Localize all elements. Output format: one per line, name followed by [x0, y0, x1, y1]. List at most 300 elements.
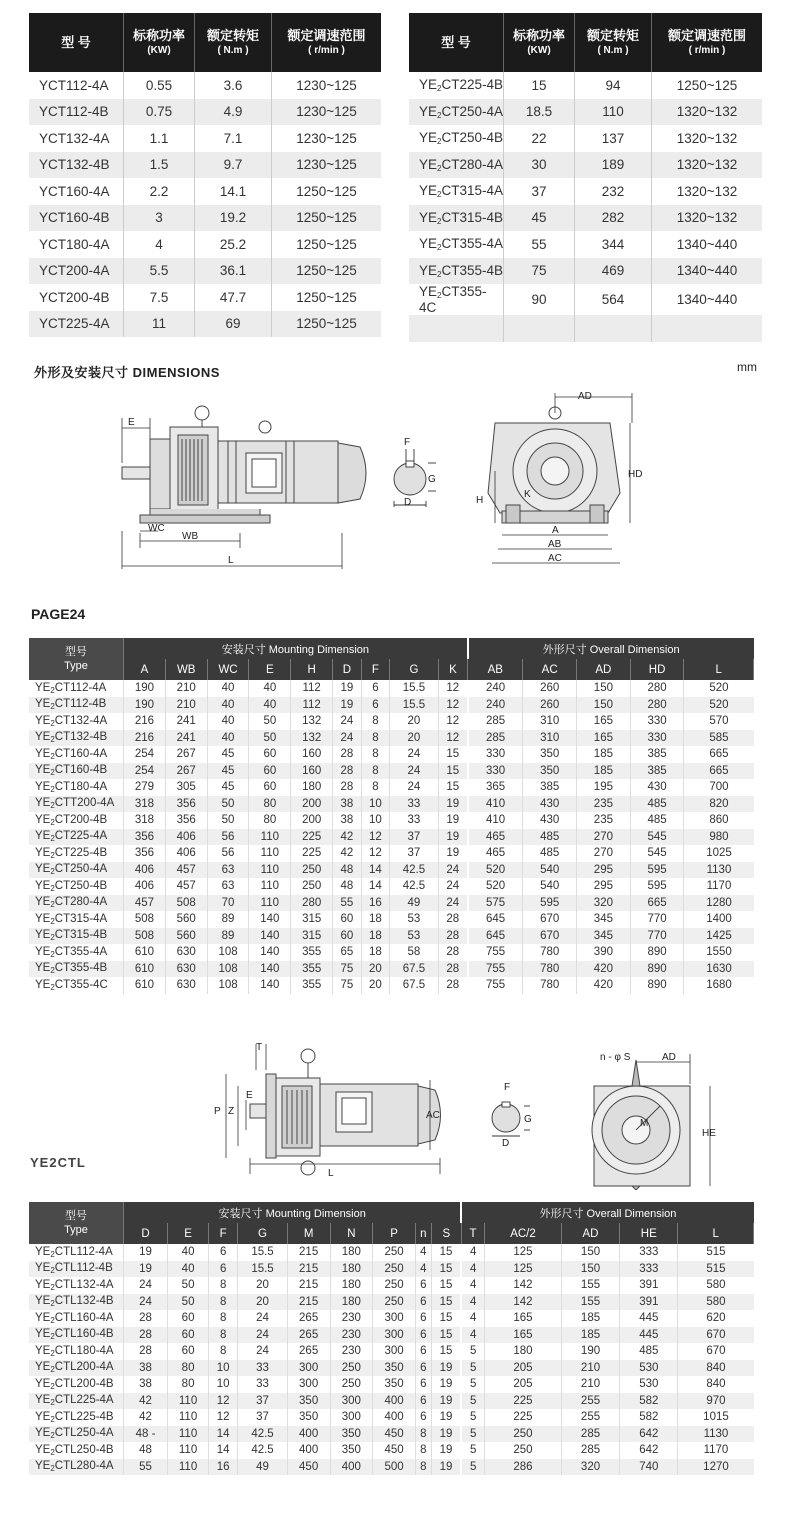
model-prefix: YE	[419, 130, 438, 146]
value-cell: 670	[678, 1327, 754, 1344]
value-cell: 80	[249, 812, 291, 829]
value-cell: 755	[468, 961, 523, 978]
value-cell: 457	[124, 895, 166, 912]
value-cell: 15	[504, 72, 575, 99]
label-e: E	[128, 417, 135, 428]
value-cell: 1.5	[124, 152, 195, 179]
value-cell: 37	[238, 1409, 288, 1426]
model-prefix: YE	[35, 747, 51, 760]
value-cell: 1320~132	[652, 99, 763, 126]
value-cell: 385	[630, 746, 684, 763]
model-cell	[29, 713, 124, 730]
value-cell: 286	[485, 1459, 562, 1476]
value-cell: 485	[630, 796, 684, 813]
value-cell: 250	[291, 878, 333, 895]
model-prefix-sub: 2	[50, 768, 55, 778]
column-header: G	[390, 659, 438, 680]
value-cell: 110	[249, 895, 291, 912]
series-label: YE2CTL	[30, 1155, 86, 1170]
model-cell	[409, 205, 504, 232]
value-cell: 132	[291, 730, 333, 747]
model-prefix: YE	[35, 830, 51, 843]
value-cell: 155	[561, 1277, 619, 1294]
value-cell: 230	[330, 1310, 373, 1327]
table-row	[29, 1327, 754, 1344]
value-cell: 780	[523, 977, 577, 994]
value-cell: 300	[373, 1343, 416, 1360]
model-prefix: YE	[35, 945, 51, 958]
table-row	[29, 697, 754, 714]
model-prefix-sub: 2	[50, 850, 55, 860]
value-cell: 55	[504, 231, 575, 258]
value-cell: 19	[431, 1393, 461, 1410]
value-cell: 142	[485, 1294, 562, 1311]
model-cell	[29, 1409, 124, 1426]
value-cell: 190	[124, 680, 166, 697]
value-cell: 530	[620, 1360, 678, 1377]
value-cell: 14	[361, 878, 390, 895]
value-cell: 225	[291, 829, 333, 846]
value-cell: 595	[630, 878, 684, 895]
value-cell: 19	[438, 796, 468, 813]
model-cell	[409, 125, 504, 152]
value-cell: 30	[504, 152, 575, 179]
value-cell: 4	[461, 1310, 484, 1327]
value-cell: 42.5	[238, 1442, 288, 1459]
value-cell: 520	[468, 878, 523, 895]
model-prefix-sub: 2	[50, 735, 55, 745]
value-cell: 180	[485, 1343, 562, 1360]
value-cell: 840	[678, 1360, 754, 1377]
value-cell: 40	[207, 680, 249, 697]
model-value: CT160-4B	[54, 764, 108, 777]
value-cell: 6	[415, 1360, 431, 1377]
value-cell: 390	[577, 944, 631, 961]
model-value: CT280-4A	[441, 156, 503, 172]
value-cell: 1250~125	[272, 311, 382, 338]
value-cell: 38	[333, 812, 362, 829]
model-prefix: YE	[35, 780, 51, 793]
model-prefix: YE	[35, 846, 51, 859]
value-cell: 8	[361, 713, 390, 730]
value-cell: 110	[168, 1409, 209, 1426]
value-cell: 285	[561, 1442, 619, 1459]
model-prefix: YE	[35, 1427, 51, 1440]
value-cell: 400	[373, 1409, 416, 1426]
value-cell: 240	[468, 697, 523, 714]
value-cell: 108	[207, 944, 249, 961]
value-cell: 195	[577, 779, 631, 796]
model-value: CTL112-4A	[54, 1245, 113, 1258]
label-k: K	[524, 489, 531, 500]
value-cell: 610	[124, 961, 166, 978]
value-cell: 500	[373, 1459, 416, 1476]
value-cell: 28	[124, 1310, 168, 1327]
table-row	[29, 878, 754, 895]
value-cell: 400	[287, 1442, 330, 1459]
value-cell: 19	[431, 1459, 461, 1476]
value-cell: 255	[561, 1393, 619, 1410]
dimension-drawing-foot-mount	[110, 383, 760, 578]
value-cell: 620	[706, 1312, 726, 1325]
value-cell: 24	[438, 895, 468, 912]
label-a: A	[552, 525, 559, 536]
value-cell: 42	[333, 829, 362, 846]
model-prefix-sub: 2	[50, 1414, 55, 1424]
value-cell: 285	[468, 713, 523, 730]
overall-group-header: 外形尺寸 Overall Dimension	[461, 1202, 753, 1223]
model-cell	[29, 1442, 124, 1459]
table-row	[29, 977, 754, 994]
value-cell: 840	[706, 1378, 726, 1391]
value-cell: 14	[209, 1426, 238, 1443]
value-cell: 18	[361, 928, 390, 945]
value-cell: 355	[291, 977, 333, 994]
value-cell: 5	[461, 1459, 484, 1476]
model-prefix: YE	[419, 236, 438, 252]
value-cell: 90	[504, 284, 575, 315]
value-cell: 190	[561, 1343, 619, 1360]
table-row	[29, 231, 381, 258]
model-prefix: YE	[35, 962, 51, 975]
value-cell: 125	[485, 1244, 562, 1261]
value-cell: 260	[523, 697, 577, 714]
value-cell: 400	[373, 1393, 416, 1410]
value-cell: 250	[373, 1277, 416, 1294]
value-cell: 112	[291, 697, 333, 714]
value-cell: 6	[209, 1244, 238, 1261]
table-row	[29, 944, 754, 961]
value-cell: 49	[390, 895, 438, 912]
value-cell: 28	[438, 961, 468, 978]
value-cell: 20	[361, 961, 390, 978]
column-header: S	[431, 1223, 461, 1244]
overall-group-header: 外形尺寸 Overall Dimension	[468, 638, 754, 659]
value-cell: 520	[684, 697, 754, 714]
value-cell: 241	[165, 713, 207, 730]
value-cell: 89	[207, 911, 249, 928]
value-cell: 356	[124, 829, 166, 846]
value-cell: 24	[238, 1327, 288, 1344]
model-value: CTL112-4B	[54, 1262, 113, 1275]
model-cell: YCT200-4B	[29, 284, 124, 311]
value-cell: 8	[415, 1426, 431, 1443]
model-value: CT355-4A	[54, 945, 108, 958]
table-row	[29, 911, 754, 928]
model-value: CT315-4B	[54, 929, 108, 942]
model-value: CT315-4A	[54, 912, 108, 925]
model-value: CT112-4B	[54, 698, 107, 711]
model-prefix-sub: 2	[50, 1348, 55, 1358]
table-row	[29, 125, 381, 152]
value-cell: 140	[249, 944, 291, 961]
value-cell: 575	[468, 895, 523, 912]
value-cell: 1340~440	[652, 258, 763, 285]
value-cell: 430	[523, 796, 577, 813]
header-power: 标称功率 (KW)	[504, 13, 575, 72]
value-cell: 267	[165, 763, 207, 780]
model-value: CT250-4A	[441, 103, 503, 119]
table-row	[29, 1409, 754, 1426]
table-row	[29, 205, 381, 232]
value-cell: 14	[209, 1442, 238, 1459]
table-row	[409, 99, 762, 126]
label-h: H	[476, 495, 484, 506]
model-prefix-sub: 2	[437, 84, 442, 94]
model-cell	[29, 1277, 124, 1294]
model-value: CT355-4C	[419, 284, 487, 315]
value-cell: 630	[165, 977, 207, 994]
table-row	[29, 763, 754, 780]
value-cell: 110	[168, 1426, 209, 1443]
value-cell: 465	[468, 845, 523, 862]
value-cell: 485	[523, 845, 577, 862]
value-cell: 45	[207, 746, 249, 763]
value-cell: 315	[291, 911, 333, 928]
value-cell: 45	[207, 779, 249, 796]
model-cell	[29, 862, 124, 879]
model-cell	[409, 99, 504, 126]
value-cell	[652, 315, 763, 342]
dimension-drawing-flange-mount	[190, 1040, 750, 1190]
table-row	[29, 152, 381, 179]
model-value: CTL280-4A	[54, 1460, 114, 1473]
value-cell: 150	[577, 697, 631, 714]
model-prefix: YE	[35, 879, 51, 892]
value-cell: 235	[577, 812, 631, 829]
model-value: CTL132-4A	[54, 1278, 114, 1291]
value-cell: 515	[678, 1261, 754, 1278]
value-cell: 137	[575, 125, 652, 152]
model-prefix: YE	[35, 863, 51, 876]
model-cell: YCT160-4B	[29, 205, 124, 232]
value-cell: 165	[485, 1310, 562, 1327]
value-cell: 780	[523, 944, 577, 961]
value-cell: 22	[504, 125, 575, 152]
value-cell: 2.2	[124, 178, 195, 205]
value-cell: 485	[620, 1343, 678, 1360]
value-cell: 53	[390, 911, 438, 928]
value-cell: 445	[620, 1310, 678, 1327]
value-cell: 24	[438, 878, 468, 895]
value-cell: 4	[124, 231, 195, 258]
model-cell: YCT160-4A	[29, 178, 124, 205]
label-ab: AB	[548, 539, 562, 550]
model-prefix: YE	[419, 77, 438, 93]
value-cell: 1340~440	[676, 292, 738, 307]
mounting-group-header: 安装尺寸 Mounting Dimension	[124, 1202, 462, 1223]
value-cell: 11	[124, 311, 195, 338]
model-prefix: YE	[35, 1344, 51, 1357]
value-cell: 4	[461, 1244, 484, 1261]
value-cell: 254	[124, 746, 166, 763]
model-prefix: YE	[35, 764, 51, 777]
column-header: AD	[577, 659, 631, 680]
value-cell: 108	[207, 961, 249, 978]
value-cell: 60	[168, 1343, 209, 1360]
model-prefix-sub: 2	[50, 1398, 55, 1408]
model-cell	[29, 1310, 124, 1327]
value-cell: 185	[577, 746, 631, 763]
value-cell: 24	[124, 1294, 168, 1311]
value-cell: 1015	[703, 1411, 729, 1424]
value-cell: 55	[124, 1459, 168, 1476]
value-cell: 1250~125	[272, 205, 382, 232]
value-cell: 15	[431, 1244, 461, 1261]
value-cell: 250	[485, 1442, 562, 1459]
value-cell: 1230~125	[272, 152, 382, 179]
table-row	[29, 1393, 754, 1410]
value-cell: 16	[361, 895, 390, 912]
label-e: E	[246, 1090, 253, 1101]
value-cell: 40	[168, 1261, 209, 1278]
value-cell: 45	[504, 205, 575, 232]
value-cell: 225	[485, 1393, 562, 1410]
value-cell: 53	[390, 928, 438, 945]
value-cell: 20	[361, 977, 390, 994]
value-cell: 94	[575, 72, 652, 99]
value-cell: 15.5	[238, 1261, 288, 1278]
value-cell: 280	[630, 680, 684, 697]
model-prefix: YE	[35, 1460, 51, 1473]
value-cell: 80	[249, 796, 291, 813]
column-header: G	[238, 1223, 288, 1244]
model-prefix: YE	[35, 1377, 51, 1390]
value-cell: 15	[438, 763, 468, 780]
model-prefix-sub: 2	[437, 291, 442, 300]
value-cell: 50	[249, 713, 291, 730]
value-cell: 19	[431, 1442, 461, 1459]
value-cell: 820	[684, 796, 754, 813]
value-cell	[575, 315, 652, 342]
value-cell: 10	[361, 812, 390, 829]
value-cell: 8	[209, 1310, 238, 1327]
model-prefix-sub: 2	[50, 982, 55, 992]
value-cell: 642	[620, 1442, 678, 1459]
model-value: CTL225-4A	[54, 1394, 114, 1407]
value-cell: 28	[124, 1343, 168, 1360]
value-cell: 755	[468, 944, 523, 961]
model-cell	[409, 284, 504, 315]
table-row	[29, 258, 381, 285]
value-cell: 970	[678, 1393, 754, 1410]
value-cell: 250	[373, 1261, 416, 1278]
model-cell	[29, 763, 124, 780]
value-cell: 890	[630, 977, 684, 994]
label-p: P	[214, 1106, 221, 1117]
value-cell: 24	[124, 1277, 168, 1294]
value-cell: 180	[330, 1277, 373, 1294]
value-cell: 33	[238, 1376, 288, 1393]
value-cell: 210	[561, 1360, 619, 1377]
value-cell: 216	[124, 730, 166, 747]
model-prefix-sub: 2	[437, 190, 442, 200]
value-cell: 240	[468, 680, 523, 697]
value-cell: 1550	[706, 946, 732, 959]
model-prefix-sub: 2	[50, 1464, 55, 1474]
value-cell: 300	[287, 1376, 330, 1393]
value-cell: 255	[561, 1409, 619, 1426]
table-row	[409, 231, 762, 258]
value-cell: 1.1	[124, 125, 195, 152]
value-cell: 24	[390, 779, 438, 796]
value-cell: 40	[249, 680, 291, 697]
value-cell: 215	[287, 1244, 330, 1261]
value-cell: 7.5	[124, 284, 195, 311]
model-prefix-sub: 2	[50, 1381, 55, 1391]
value-cell: 1170	[703, 1444, 729, 1457]
value-cell: 15	[431, 1343, 461, 1360]
value-cell: 1320~132	[652, 152, 763, 179]
value-cell: 48 -	[124, 1426, 168, 1443]
value-cell: 75	[333, 961, 362, 978]
value-cell: 185	[577, 763, 631, 780]
value-cell: 19	[438, 845, 468, 862]
model-value: CT355-4A	[441, 236, 503, 252]
model-prefix-sub: 2	[50, 1315, 55, 1325]
value-cell: 38	[124, 1360, 168, 1377]
value-cell: 205	[485, 1360, 562, 1377]
value-cell: 310	[523, 713, 577, 730]
value-cell: 165	[485, 1327, 562, 1344]
value-cell: 310	[523, 730, 577, 747]
column-header: P	[373, 1223, 416, 1244]
value-cell: 610	[124, 977, 166, 994]
value-cell: 165	[577, 730, 631, 747]
value-cell: 15	[438, 779, 468, 796]
table-row	[29, 1376, 754, 1393]
label-ac: AC	[548, 553, 562, 564]
value-cell: 12	[438, 713, 468, 730]
value-cell: 19	[431, 1426, 461, 1443]
value-cell: 28	[124, 1327, 168, 1344]
value-cell: 8	[415, 1459, 431, 1476]
value-cell: 38	[124, 1376, 168, 1393]
value-cell: 1230~125	[296, 130, 357, 146]
table-row	[409, 258, 762, 285]
value-cell: 580	[706, 1279, 726, 1292]
value-cell: 5	[461, 1409, 484, 1426]
model-value: CTL180-4A	[54, 1344, 114, 1357]
value-cell: 350	[287, 1393, 330, 1410]
value-cell: 665	[630, 895, 684, 912]
value-cell: 14	[361, 862, 390, 879]
value-cell: 1025	[706, 847, 732, 860]
value-cell: 6	[361, 680, 390, 697]
value-cell: 12	[438, 697, 468, 714]
table-row	[29, 72, 381, 99]
value-cell: 485	[630, 812, 684, 829]
dimensions-title: 外形及安装尺寸 DIMENSIONS	[34, 365, 220, 380]
model-cell: YCT180-4A	[29, 231, 124, 258]
model-prefix-sub: 2	[50, 1332, 55, 1342]
model-prefix-sub: 2	[437, 137, 442, 147]
model-prefix: YE	[35, 1295, 51, 1308]
column-header: n	[415, 1223, 431, 1244]
value-cell: 241	[165, 730, 207, 747]
value-cell: 15	[431, 1277, 461, 1294]
model-value: CT112-4A	[54, 681, 107, 694]
column-header: HE	[620, 1223, 678, 1244]
value-cell: 14.1	[195, 178, 272, 205]
flange-dimension-table	[29, 1202, 754, 1475]
value-cell: 150	[561, 1261, 619, 1278]
table2-group-header	[29, 1202, 754, 1223]
value-cell: 450	[287, 1459, 330, 1476]
value-cell: 350	[373, 1360, 416, 1377]
model-prefix: YE	[35, 698, 51, 711]
value-cell: 391	[620, 1294, 678, 1311]
